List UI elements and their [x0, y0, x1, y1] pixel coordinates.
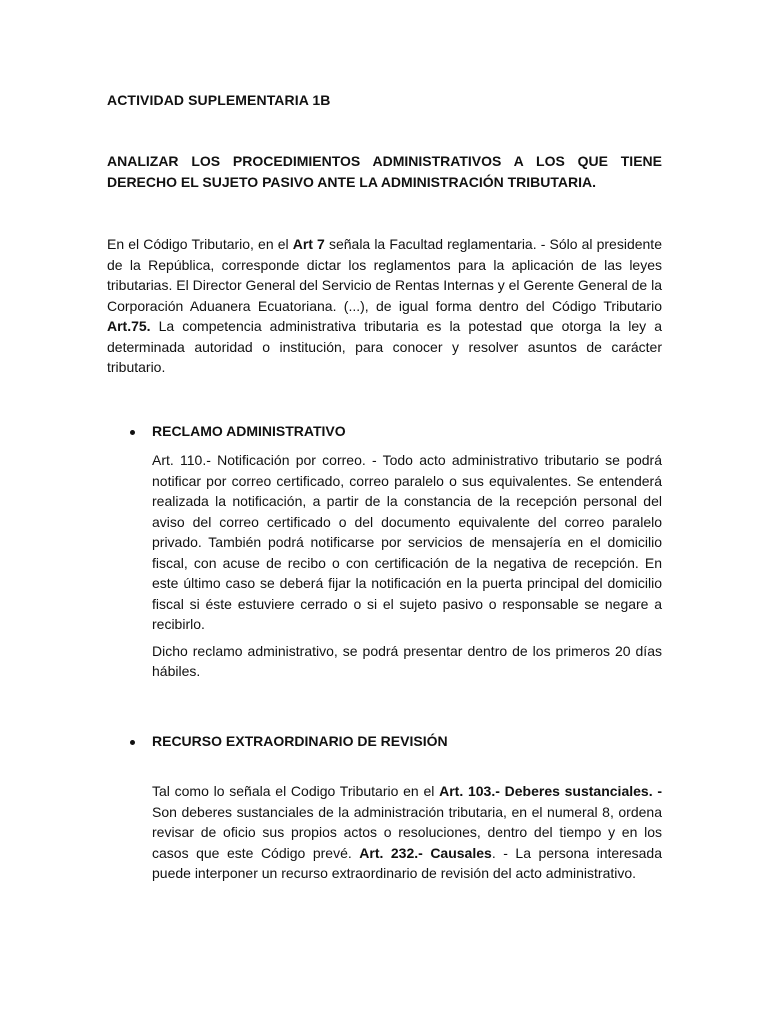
intro-paragraph [107, 234, 662, 378]
section-heading [130, 421, 662, 441]
assignment-heading: ANALIZAR LOS PROCEDIMIENTOS ADMINISTRATIVOS A LOS QUE TIENE DERECHO EL SUJETO PASIVO ANTE LA ADMINISTRACIÓN TRIBUTARIA. [107, 153, 662, 190]
section-body [152, 781, 662, 884]
bold-art-232: Art. 232.- Causales [359, 844, 492, 861]
section-title: RECURSO EXTRAORDINARIO DE REVISIÓN [152, 733, 448, 749]
bold-art-103: Art. 103.- Deberes sustanciales. - [439, 783, 662, 799]
section-body [152, 450, 662, 682]
intro-text-2: señala la Facultad reglamentaria. - Sólo al presidente de la República, corresponde dictar los reglamentos para la aplicación de las leyes tributarias. El Director General del Servicio de Rentas Internas y el Gerente General de la Corporación Aduanera Ecuatoriana. (...), de igual forma dentro del Código Tributario [107, 236, 662, 314]
section-text-2: Son deberes sustanciales de la administración tributaria, en el numeral 8, ordena revisar de oficio sus propios actos o resoluciones, dentro del tiempo y en los casos que este Código prevé. [152, 803, 662, 861]
bullet-icon [130, 430, 135, 435]
section-recurso-extraordinario [130, 731, 662, 884]
intro-text-1: En el Código Tributario, en el [107, 236, 293, 252]
intro-bold-art-7: Art 7 [292, 236, 325, 252]
intro-text-3: La competencia administrativa tributaria es la potestad que otorga la ley a determinada autoridad o institución, para conocer y resolver asuntos de carácter tributario. [107, 318, 662, 375]
section-paragraph: Art. 110.- Notificación por correo. - Todo acto administrativo tributario se podrá notificar por correo certificado, correo paralelo o sus equivalentes. Se entenderá realizada la notificación, a partir de la constancia de la recepción personal del aviso del correo certificado o del documento equivalente del correo paralelo privado. También podrá notificarse por servicios de mensajería en el domicilio fiscal, con acuse de recibo o con certificación de la negativa de recepción. En este último caso se deberá fijar la notificación en la puerta principal del domicilio fiscal si éste estuviere cerrado o si el sujeto pasivo o responsable se negare a recibirlo. [152, 452, 662, 632]
section-paragraph [152, 781, 662, 884]
section-text-1: Tal como lo señala el Codigo Tributario en el [152, 783, 440, 799]
document-title: ACTIVIDAD SUPLEMENTARIA 1B [107, 92, 331, 108]
section-heading [130, 731, 662, 751]
bullet-icon [130, 740, 135, 745]
section-reclamo-administrativo [130, 421, 662, 682]
section-paragraph: Dicho reclamo administrativo, se podrá presentar dentro de los primeros 20 días hábiles. [152, 642, 662, 679]
intro-bold-art-75: Art.75. [107, 318, 151, 334]
section-text-3: . - La persona interesada puede interponer un recurso extraordinario de revisión del acto administrativo. [152, 844, 662, 881]
section-title: RECLAMO ADMINISTRATIVO [152, 423, 346, 439]
